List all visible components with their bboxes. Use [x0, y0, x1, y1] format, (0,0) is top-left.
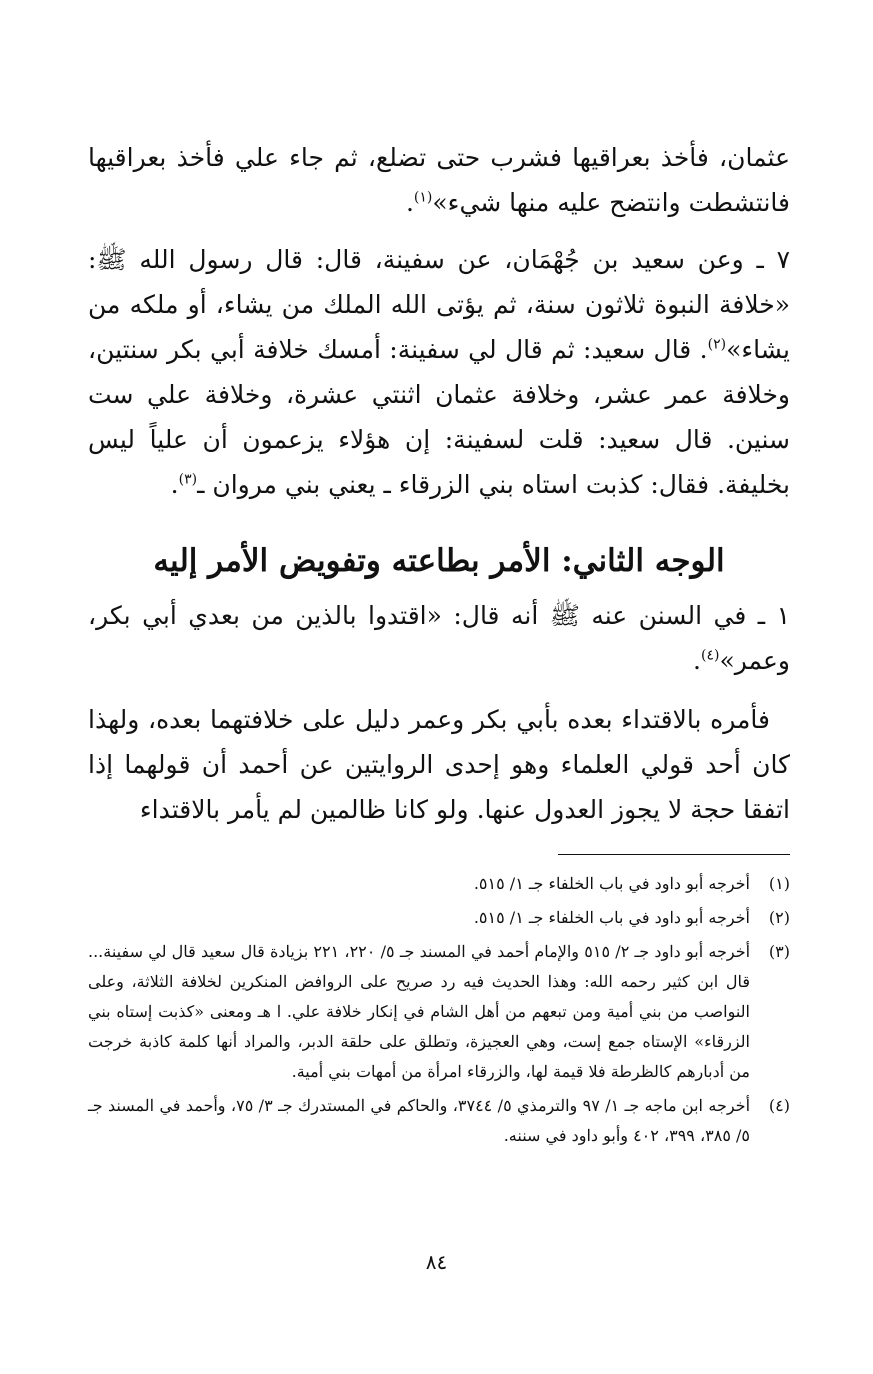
page-number: ٨٤ [425, 1250, 448, 1274]
paragraph-1 [88, 135, 790, 225]
footnote-2 [88, 903, 790, 933]
paragraph-2 [88, 237, 790, 507]
footnote-ref-4[interactable]: (٤) [700, 647, 720, 664]
footnote-number: (١) [768, 874, 790, 893]
footnote-number: (٣) [768, 942, 790, 961]
paragraph-1-end: . [405, 188, 414, 217]
footnote-number: (٤) [768, 1096, 790, 1115]
footnote-text: أخرجه أبو داود في باب الخلفاء جـ ١/ ٥١٥. [473, 874, 750, 893]
footnote-text: أخرجه أبو داود جـ ٢/ ٥١٥ والإمام أحمد في المسند جـ ٥/ ٢٢٠، ٢٢١ بزيادة قال سعيد قال لي سفينة... قال ابن كثير رحمه الله: وهذا الحديث فيه رد صريح على الروافض المنكرين لخلافة الثلاثة، وعلى النواصب من بني أمية ومن تبعهم من أهل الشام في إنكار خلافة علي. ا هـ ومعنى «كذبت إستاه بني الزرقاء» الإستاه جمع إست، وهي العجيزة، وتطلق على حلقة الدبر، والمراد أنها كلمة كاذبة خرجت من أدبارهم كالظرطة فلا قيمة لها، والزرقاء امرأة من أمهات بني أمية. [88, 942, 751, 1081]
footnote-1 [88, 869, 790, 899]
footnote-ref-2[interactable]: (٢) [707, 336, 727, 353]
footnote-text: أخرجه ابن ماجه جـ ١/ ٩٧ والترمذي ٥/ ٣٧٤٤، والحاكم في المستدرك جـ ٣/ ٧٥، وأحمد في المسند جـ ٥/ ٣٨٥، ٣٩٩، ٤٠٢ وأبو داود في سننه. [88, 1096, 751, 1145]
footnote-divider [558, 854, 790, 855]
paragraph-2-text-b: . قال سعيد: ثم قال لي سفينة: أمسك خلافة أبي بكر سنتين، وخلافة عمر عشر، وخلافة عثمان اثنتي عشرة، وخلافة علي ست سنين. قال سعيد: قلت لسفينة: إن هؤلاء يزعمون أن علياً ليس بخليفة. فقال: كذبت استاه بني الزرقاء ـ يعني بني مروان ـ [88, 335, 790, 499]
paragraph-2-text-a: ٧ ـ وعن سعيد بن جُهْمَان، عن سفينة، قال: قال رسول الله ﷺ: «خلافة النبوة ثلاثون سنة، ثم يؤتى الله الملك من يشاء، أو ملكه من يشاء» [88, 245, 790, 364]
footnote-number: (٢) [768, 908, 790, 927]
footnote-3 [88, 937, 790, 1087]
footnotes [88, 869, 790, 1151]
paragraph-3 [88, 593, 790, 683]
footnote-text: أخرجه أبو داود في باب الخلفاء جـ ١/ ٥١٥. [473, 908, 750, 927]
paragraph-4: فأمره بالاقتداء بعده بأبي بكر وعمر دليل على خلافتهما بعده، ولهذا كان أحد قولي العلماء وهو إحدى الروايتين عن أحمد أن قولهما إذا اتفقا حجة لا يجوز العدول عنها. ولو كانا ظالمين لم يأمر بالاقتداء [88, 705, 790, 824]
paragraph-3-end: . [693, 646, 701, 675]
footnote-ref-1[interactable]: (١) [413, 189, 433, 206]
section-heading: الوجه الثاني: الأمر بطاعته وتفويض الأمر إليه [153, 543, 725, 579]
paragraph-1-text: عثمان، فأخذ بعراقيها فشرب حتى تضلع، ثم جاء علي فأخذ بعراقيها فانتشطت وانتضح عليه منها شيء» [88, 143, 790, 217]
page-content [88, 135, 790, 1155]
paragraph-3-text: ١ ـ في السنن عنه ﷺ أنه قال: «اقتدوا بالذين من بعدي أبي بكر، وعمر» [88, 601, 790, 675]
footnote-4 [88, 1091, 790, 1151]
footnote-ref-3[interactable]: (٣) [178, 471, 198, 488]
paragraph-2-end: . [170, 470, 179, 499]
